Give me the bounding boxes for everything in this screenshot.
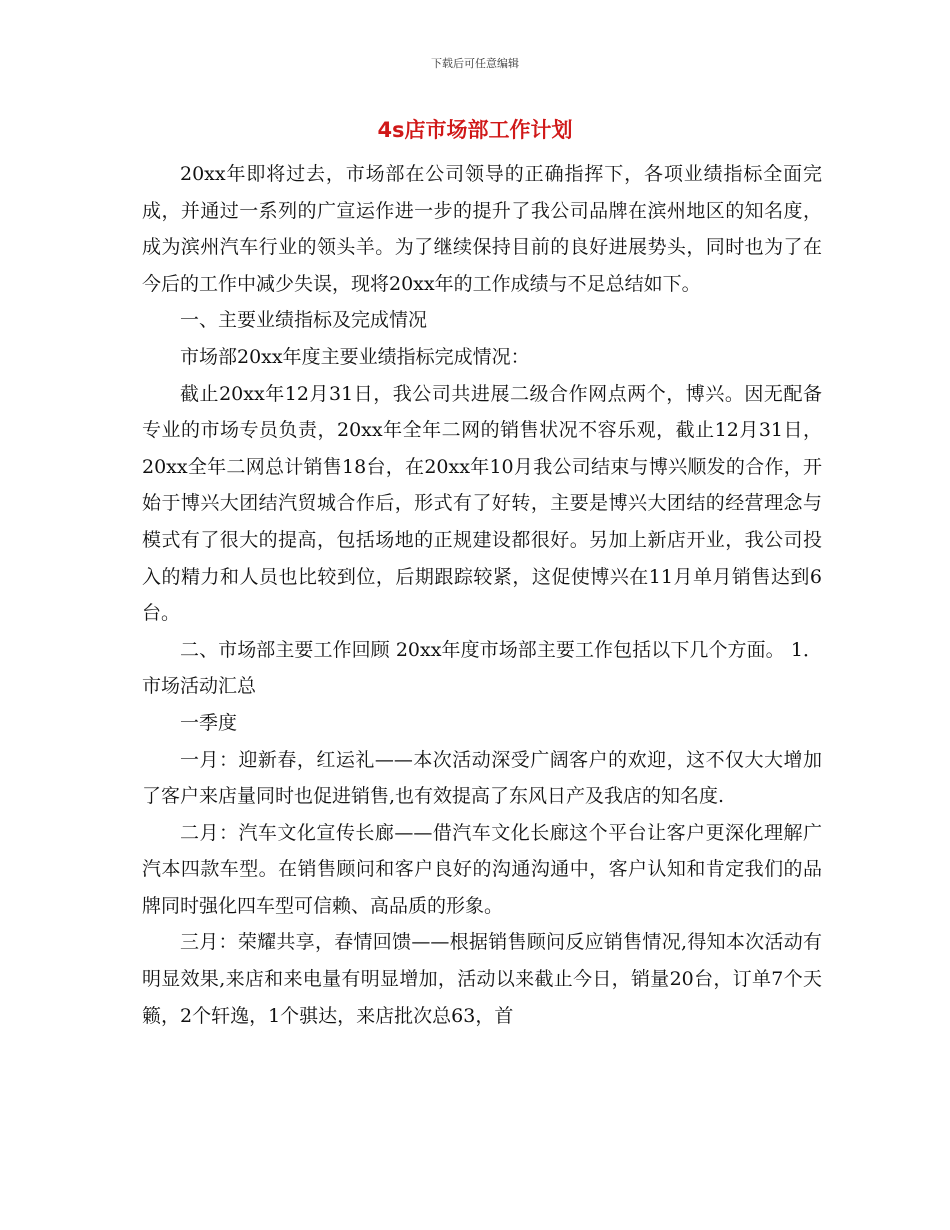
paragraph-march: 三月：荣耀共享，春情回馈——根据销售顾问反应销售情况,得知本次活动有明显效果,来店和来电量有明显增加，活动以来截止今日，销量20台，订单7个天籁，2个轩逸，1个骐达，来店批次总63，首 — [142, 931, 822, 1027]
header-note: 下载后可任意编辑 — [431, 57, 519, 70]
section-heading-2: 二、市场部主要工作回顾 20xx年度市场部主要工作包括以下几个方面。 1．市场活动汇总 — [142, 638, 822, 698]
paragraph-subheading: 市场部20xx年度主要业绩指标完成情况： — [180, 345, 530, 368]
paragraph-february: 二月：汽车文化宣传长廊——借汽车文化长廊这个平台让客户更深化理解广汽本四款车型。在销售顾问和客户良好的沟通沟通中，客户认知和肯定我们的品牌同时强化四车型可信赖、高品质的形象。 — [142, 821, 822, 917]
paragraph-january: 一月：迎新春，红运礼——本次活动深受广阔客户的欢迎，这不仅大大增加了客户来店量同时也促进销售,也有效提高了东风日产及我店的知名度. — [142, 748, 822, 808]
quarter-heading: 一季度 — [180, 711, 238, 734]
section-heading-1: 一、主要业绩指标及完成情况 — [180, 309, 428, 332]
paragraph-sales-network: 截止20xx年12月31日，我公司共进展二级合作网点两个，博兴。因无配备专业的市场专员负责，20xx年全年二网的销售状况不容乐观，截止12月31日，20xx全年二网总计销售18台，在20xx年10月我公司结束与博兴顺发的合作，开始于博兴大团结汽贸城合作后，形式有了好转，主要是博兴大团结的经营理念与模式有了很大的提高，包括场地的正规建设都很好。另加上新店开业，我公司投入的精力和人员也比较到位，后期跟踪较紧，这促使博兴在11月单月销售达到6台。 — [142, 382, 822, 625]
paragraph-intro: 20xx年即将过去，市场部在公司领导的正确指挥下，各项业绩指标全面完成，并通过一系列的广宣运作进一步的提升了我公司品牌在滨州地区的知名度，成为滨州汽车行业的领头羊。为了继续保持目前的良好进展势头，同时也为了在今后的工作中减少失误，现将20xx年的工作成绩与不足总结如下。 — [142, 163, 822, 295]
document-body — [142, 156, 822, 1034]
document-title: 4s店市场部工作计划 — [377, 118, 573, 142]
